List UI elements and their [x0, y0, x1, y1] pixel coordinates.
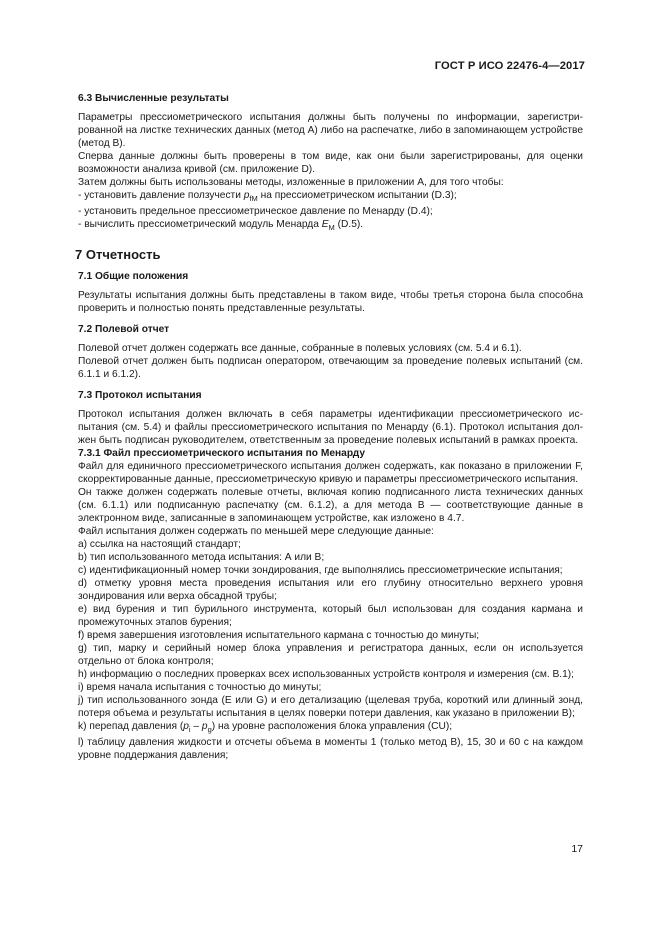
section-6-3-para-1: Параметры прессиометрического испытания должны быть получены по информации, зарегистрированной на листке технических данных (метод А) либо на распечатке, либо в запоминающем устройстве (метод В).: [78, 112, 583, 149]
list-item-e: e) вид бурения и тип бурильного инструмента, который был использован для создания кармана и промежуточных этапов бурения;: [78, 604, 583, 629]
list-item-c: c) идентификационный номер точки зондирования, где выполнялись прессиометрические испытания;: [78, 565, 563, 577]
section-7-2-title: 7.2 Полевой отчет: [78, 324, 170, 336]
section-7-3-1-para-2: Он также должен содержать полевые отчеты, включая копию подписанного листа технических данных (см. 6.1.1) или подписанную распечатку (см. 6.1.2), а для метода В — соответствующие данные в электронном виде, записанные в запоминающем устройстве, как изложено в 4.7.: [78, 487, 583, 525]
list-item-g: g) тип, марку и серийный номер блока управления и регистратора данных, если он используется отдельно от блока контроля;: [78, 643, 583, 668]
list-item-d: d) отметку уровня места проведения испытания или его глубину относительно верхнего уровня зондирования или верха обсадной трубы;: [78, 578, 583, 603]
document-header: ГОСТ Р ИСО 22476-4—2017: [434, 60, 585, 72]
list-item: - вычислить прессиометрический модуль Менарда $E_M$ (D.5).: [78, 219, 364, 233]
list-item-j: j) тип использованного зонда (E или G) и его детализацию (щелевая труба, короткий или длинный зонд, потеря объема и результаты испытания в целях поверки потери давления, как указано в приложении В);: [78, 695, 583, 720]
list-item-l: l) таблицу давления жидкости и отсчеты объема в моменты 1 (только метод В), 15, 30 и 60 с на каждом уровне поддержания давления;: [78, 737, 583, 762]
section-7-3-para-1: Протокол испытания должен включать в себя параметры идентификации прессиометрического испытания (см. 5.4) и файлы прессиометрического испытания по Менарду (6.1). Протокол испытания должен быть подписан руководителем, ответственным за проведение полевых испытаний в рамках проекта.: [78, 409, 583, 447]
section-6-3-para-2: Сперва данные должны быть проверены в том виде, как они были зарегистрированы, для оценки возможности анализа кривой (см. приложение D).: [78, 151, 583, 175]
list-item-f: f) время завершения изготовления испытательного кармана с точностью до минуты;: [78, 630, 480, 642]
list-item: - установить предельное прессиометрическое давление по Менарду (D.4);: [78, 206, 433, 218]
section-7-3-title: 7.3 Протокол испытания: [78, 390, 202, 402]
section-6-3-title: 6.3 Вычисленные результаты: [78, 93, 229, 104]
list-item-i: i) время начала испытания с точностью до минуты;: [78, 682, 322, 694]
section-7-2-para-2: Полевой отчет должен быть подписан оператором, отвечающим за проведение полевых испытаний (см. 6.1.1 и 6.1.2).: [78, 356, 583, 381]
list-item-k: k) перепад давления $(p_i - p_g)$ на уровне расположения блока управления (CU);: [78, 721, 453, 735]
section-7-3-1-para-1: Файл для единичного прессиометрического испытания должен содержать, как показано в приложении F, скорректированные данные, прессиометрическую кривую и параметры прессиометрического испытания.: [78, 461, 583, 486]
section-6-3-para-3: Затем должны быть использованы методы, изложенные в приложении А, для того чтобы:: [78, 177, 504, 188]
section-7-title: 7 Отчетность: [75, 247, 161, 263]
section-7-1-para-1: Результаты испытания должны быть представлены в таком виде, чтобы третья сторона была способна проверить и полностью понять представленные результаты.: [78, 290, 583, 315]
section-7-3-1-title: 7.3.1 Файл прессиометрического испытания по Менарду: [78, 448, 366, 460]
list-item: - установить давление ползучести $p_{fM}$ на прессиометрическом испытании (D.3);: [78, 190, 457, 204]
page-number: 17: [571, 843, 583, 855]
list-item-h: h) информацию о последних проверках всех использованных устройств контроля и измерения (см. В.1);: [78, 669, 575, 681]
list-item-b: b) тип использованного метода испытания: А или В;: [78, 552, 325, 564]
document-body: [75, 92, 583, 762]
section-7-3-1-para-3: Файл испытания должен содержать по меньшей мере следующие данные:: [78, 526, 434, 538]
section-7-2-para-1: Полевой отчет должен содержать все данные, собранные в полевых условиях (см. 5.4 и 6.1).: [78, 343, 522, 355]
list-item-a: a) ссылка на настоящий стандарт;: [78, 539, 241, 551]
section-6-3-list: [78, 189, 583, 234]
section-7-1-title: 7.1 Общие положения: [78, 271, 189, 283]
